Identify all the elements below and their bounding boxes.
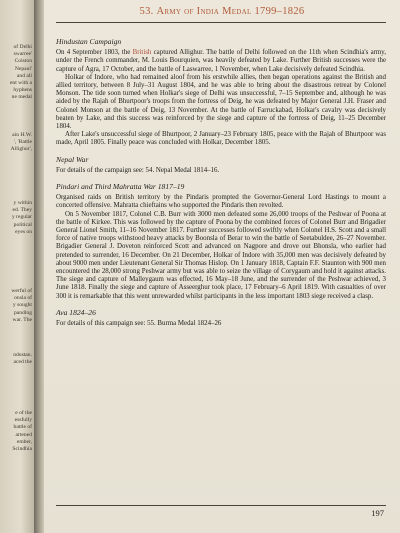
prev-page-line: panding xyxy=(13,309,32,316)
prev-page-fragment xyxy=(0,352,34,366)
prev-page-line: hyphens xyxy=(13,87,32,94)
prev-page-line: y regular xyxy=(11,214,32,221)
page-number: 197 xyxy=(371,508,384,518)
prev-page-line: ent with a xyxy=(9,80,32,87)
prev-page-line: swarree' xyxy=(13,51,32,58)
prev-page-fragment xyxy=(0,200,34,236)
running-head-title: Army of India Medal 1799–1826 xyxy=(156,6,305,17)
prev-page-line: onsla of xyxy=(14,295,32,302)
prev-page-line: werful of xyxy=(11,288,32,294)
prev-page-fragment xyxy=(0,132,34,154)
prev-page-line: y sought xyxy=(12,302,32,309)
paragraph: On 5 November 1817, Colonel C.B. Burr with 3000 men defeated some 26,000 troops of the Peshwar of Poona at the battle of Kirkee. This was followed by the capture of Poona by the combined forces of Colonel Burr and Brigadier General Lionel Smith, 11–16 November 1817. Further successes followed swiftly when Colonel H.S. Scott and a small force of native troops withstood heavy attacks by Boonsla of Berar to win the battle of Seetabuldee, 26–27 November. Brigadier General J. Doveton reinforced Scott and advanced on Nagpore and drove out Bhonsla, who earlier had pretended to surrender, 16 December. On 21 December, Holkar of Indore with 35,000 men was decisively defeated by about 9000 men under Lieutenant General Sir Thomas Hislop. On 1 January 1818, Captain F.F. Staunton with 900 men encountered the 28,000 strong Peshwar army but was able to seize the village of Corygaum and hold it against attacks. The siege and capture of Malleygaum was effected, 16 May–18 June, and the surrender of the Peshwar achieved, 3 June 1818. Finally the siege and capture of Asseerghur took place, 17 February–6 April 1819. With casualties of over 300 it is remarkable that this went unrewarded whilst participants in the less important 1803 siege received a clasp. xyxy=(56,210,386,300)
prev-page-line: political xyxy=(13,221,32,228)
prev-page-line: eyes on xyxy=(15,228,32,235)
book-page xyxy=(44,0,400,533)
running-head-number: 53. xyxy=(139,6,154,17)
paragraph: Holkar of Indore, who had remained aloof from his erstwhile allies, then began operations against the British and allied territory, between 8 July–31 August 1804, and he was able to bring about the disastrous retreat by Colonel Monson. The tide soon turned when Holkar's siege of Delhi was unsuccessful, 7–15 September and, although he was aided by the Rajah of Bhurtpoor's troops from the fortress of Deig, he was defeated by Major General J.H. Fraser and Colonel Monson at the battle of Deig, 13 November. At the battle of Farruckabad, Holkar's cavalry was decisively beaten by Lake, and this success was reinforced by the siege and capture of the fortress of Deig, 11–25 December 1804. xyxy=(56,73,386,131)
section-title-nepal: Nepal War xyxy=(56,154,89,164)
prev-page-line: essfully xyxy=(14,417,32,424)
prev-page-fragment xyxy=(0,288,34,324)
prev-page-line: aced the xyxy=(13,359,32,366)
page-body xyxy=(56,38,386,328)
prev-page-line: ed. They xyxy=(12,207,32,214)
prev-page-line: ne medal xyxy=(11,94,32,101)
paragraph: For details of the campaign see: 54. Nepal Medal 1814–16. xyxy=(56,166,220,174)
prev-page-line: Scindhia xyxy=(12,446,32,453)
prev-page-line: e of the xyxy=(15,410,32,416)
section-title-pindari: Pindari and Third Mahratta War 1817–19 xyxy=(56,182,185,192)
prev-page-line: Nepaul' xyxy=(14,65,32,72)
prev-page-line: Allighur', xyxy=(10,146,32,153)
header-rule xyxy=(56,22,386,23)
prev-page-line: artened xyxy=(15,431,32,438)
book-gutter xyxy=(34,0,44,533)
prev-page-line: war. The xyxy=(12,316,32,323)
prev-page-line: and all xyxy=(16,72,32,79)
section-title-hindustan: Hindustan Campaign xyxy=(56,37,122,46)
previous-page-edge xyxy=(0,0,34,533)
prev-page-line: y within xyxy=(13,200,32,206)
footer-rule xyxy=(56,505,386,506)
prev-page-line: ndustan. xyxy=(13,352,32,358)
prev-page-fragment xyxy=(0,410,34,453)
running-head xyxy=(44,6,400,17)
prev-page-line: ember, xyxy=(16,438,32,445)
paragraph: For details of this campaign see: 55. Burma Medal 1824–26 xyxy=(56,320,222,328)
prev-page-line: ', 'Battle xyxy=(13,139,32,146)
paragraph: On 4 September 1803, the British captured Allighur. The battle of Delhi followed on the 11th when Scindhia's army, under the French commander, M. Louis Bourquien, was heavily defeated by Lake. Further British successes were the capture of Agra, 17 October, and the battle of Laswarree, 1 November, when Lake decisively defeated Scindhia. xyxy=(56,49,386,73)
paragraph: Organised raids on British territory by the Pindaris prompted the Governor-General Lord Hastings to mount a concerted offensive. Mahratta chieftains who supported the Pindaris then revolted. xyxy=(56,194,386,210)
section-title-ava: Ava 1824–26 xyxy=(56,307,96,317)
prev-page-line: ain H.W. xyxy=(12,132,32,138)
prev-page-line: battle of xyxy=(13,424,32,431)
prev-page-fragment xyxy=(0,44,34,102)
prev-page-line: of Delhi xyxy=(13,44,32,50)
prev-page-line: Colston xyxy=(14,58,32,65)
paragraph: After Lake's unsuccessful siege of Bhurtpoor, 2 January–23 February 1805, peace with the Rajah of Bhurtpoor was made, April 1805. Finally peace was concluded with Holkar, December 1805. xyxy=(56,131,386,147)
